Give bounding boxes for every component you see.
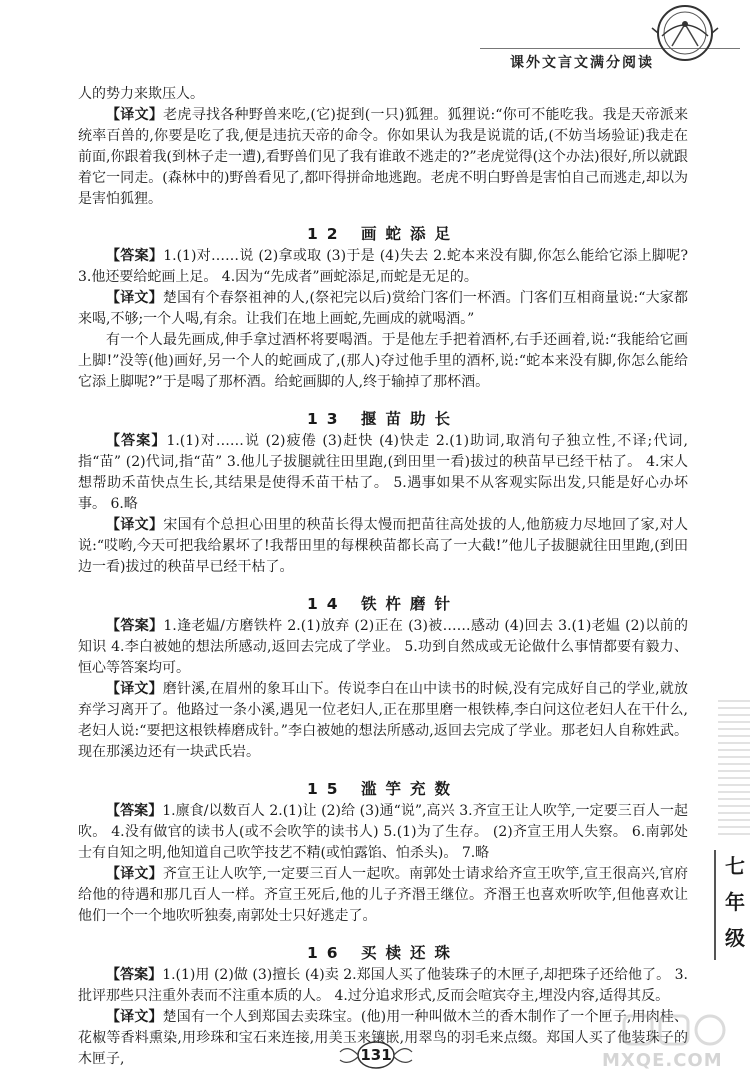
translation-text: 磨针溪,在眉州的象耳山下。传说李白在山中读书的时候,没有完成好自己的学业,就放弃学习离开了。他路过一条小溪,遇见一位老妇人,正在那里磨一根铁棒,李白问这位老妇人在干什么,老妇人说:“要把这根铁棒磨成针。”李白被她的想法所感动,返回去完成了学业。那老妇人自称姓武。现在那溪边还有一块武氏岩。 <box>78 681 688 760</box>
header-title: 课外文言文满分阅读 <box>510 55 654 71</box>
translation-tag: 【译文】 <box>106 1009 163 1025</box>
answer-tag: 【答案】 <box>106 248 164 264</box>
answer-paragraph-13 <box>78 431 688 515</box>
watermark <box>600 1010 750 1074</box>
grade-side-tab <box>714 700 750 960</box>
translation-text: 楚国有个春祭祖神的人,(祭祀完以后)赏给门客们一杯酒。门客们互相商量说:“大家都来喝,不够;一个人喝,有余。让我们在地上画蛇,先画成的就喝酒。” <box>78 290 689 327</box>
section-title-15: 15 滥竽充数 <box>307 780 459 798</box>
section-title-16: 16 买椟还珠 <box>307 944 459 962</box>
section-title-13: 13 揠苗助长 <box>307 410 459 428</box>
translation-tag: 【译文】 <box>106 866 163 882</box>
side-rule <box>714 850 716 960</box>
page-header <box>470 0 750 75</box>
translation-paragraph-14 <box>78 679 688 763</box>
answer-content <box>78 84 688 1070</box>
answer-text: 1.(1)用 (2)做 (3)擅长 (4)卖 2.郑国人买了他装珠子的木匣子,却把珠子还给他了。 3.批评那些只注重外表而不注重本质的人。 4.过分追求形式,反而会喧宾夺主,埋没内容,适得其反。 <box>78 967 688 1004</box>
translation-tag: 【译文】 <box>106 107 164 123</box>
translation-tag: 【译文】 <box>106 681 163 697</box>
answer-paragraph-15 <box>78 801 688 864</box>
section-title-12: 12 画蛇添足 <box>307 225 459 243</box>
translation-text: 宋国有个总担心田里的秧苗长得太慢而把苗往高处拔的人,他筋疲力尽地回了家,对人说:“哎哟,今天可把我给累坏了!我帮田里的每棵秧苗都长高了一大截!”他儿子拔腿就往田里跑,(到田边一看)拔过的秧苗早已经干枯了。 <box>78 517 688 575</box>
translation-text: 齐宣王让人吹竽,一定要三百人一起吹。南郭处士请求给齐宣王吹竽,宣王很高兴,官府给他的待遇和那几百人一样。齐宣王死后,他的儿子齐湣王继位。齐湣王也喜欢听吹竽,但他喜欢让他们一个一个地吹听独奏,南郭处士只好逃走了。 <box>78 866 688 924</box>
series-logo-icon <box>648 2 722 64</box>
page-number <box>336 1040 416 1070</box>
answer-tag: 【答案】 <box>106 433 167 449</box>
translation-tag: 【译文】 <box>106 290 163 306</box>
side-tab-char: 级 <box>725 926 745 950</box>
watermark-text: MXQE.COM <box>602 1050 723 1071</box>
translation-paragraph-12 <box>78 288 688 330</box>
answer-tag: 【答案】 <box>106 618 164 634</box>
continued-text: 人的势力来欺压人。 <box>78 86 204 102</box>
answer-tag: 【答案】 <box>106 803 163 819</box>
watermark-logo-icon <box>620 1010 730 1050</box>
page-number-text: 131 <box>360 1046 392 1064</box>
side-tab-char: 七 <box>725 854 745 878</box>
answer-text: 1.(1)对……说 (2)疲倦 (3)赶快 (4)快走 2.(1)助词,取消句子独立性,不译;代词,指“苗” (2)代词,指“苗” 3.他儿子拔腿就往田里跑,(到田里一看)拔过的秧苗早已经干枯了。 4.宋人想帮助禾苗快点生长,其结果是使得禾苗干枯了。 5.遇事如果不从客观实际出发,只能是好心办坏事。 6.略 <box>78 433 688 512</box>
side-decoration <box>718 700 750 840</box>
translation-tag: 【译文】 <box>106 517 164 533</box>
translation-paragraph-12b: 有一个人最先画成,伸手拿过酒杯将要喝酒。于是他左手把着酒杯,右手还画着,说:“我能给它画上脚!”没等(他)画好,另一个人的蛇画成了,(那人)夺过他手里的酒杯,说:“蛇本来没有脚,你怎么能给它添上脚呢?”于是喝了那杯酒。给蛇画脚的人,终于输掉了那杯酒。 <box>78 332 688 390</box>
answer-paragraph-16 <box>78 965 688 1007</box>
translation-paragraph-15 <box>78 864 688 927</box>
translation-text: 楚国有一个人到郑国去卖珠宝。(他)用一种叫做木兰的香木制作了一个匣子,用肉桂、花椒等香料熏染,用珍珠和宝石来连接,用美玉来镶嵌,用翠鸟的羽毛来点缀。郑国人买了他装珠子的木匣子, <box>78 1009 689 1067</box>
side-tab-char: 年 <box>725 890 745 914</box>
answer-paragraph-12 <box>78 246 688 288</box>
translation-paragraph <box>78 105 688 210</box>
translation-paragraph-13 <box>78 515 688 578</box>
answer-tag: 【答案】 <box>106 967 163 983</box>
section-title-14: 14 铁杵磨针 <box>307 595 459 613</box>
answer-text: 1.逢老媪/方磨铁杵 2.(1)放弃 (2)正在 (3)被……感动 (4)回去 3.(1)老媪 (2)以前的知识 4.李白被她的想法所感动,返回去完成了学业。 5.功到自然成或无论做什么事情都要有毅力、恒心等答案均可。 <box>78 618 688 676</box>
answer-paragraph-14 <box>78 616 688 679</box>
answer-text: 1.(1)对……说 (2)拿或取 (3)于是 (4)失去 2.蛇本来没有脚,你怎么能给它添上脚呢? 3.他还要给蛇画上足。 4.因为“先成者”画蛇添足,而蛇是无足的。 <box>78 248 689 285</box>
answer-text: 1.廪食/以数百人 2.(1)让 (2)给 (3)通“说”,高兴 3.齐宣王让人吹竽,一定要三百人一起吹。 4.没有做官的读书人(或不会吹竽的读书人) 5.(1)为了生存。 (2)齐宣王用人失察。 6.南郭处士有自知之明,他知道自己吹竽技艺不精(或怕露馅、怕杀头)。 7.略 <box>78 803 689 861</box>
translation-text: 老虎寻找各种野兽来吃,(它)捉到(一只)狐狸。狐狸说:“你可不能吃我。我是天帝派来统率百兽的,你要是吃了我,便是违抗天帝的命令。你如果认为我是说谎的话,(不妨当场验证)我走在前面,你跟着我(到林子走一遭),看野兽们见了我有谁敢不逃走的?”老虎觉得(这个办法)很好,所以就跟着它一同走。(森林中的)野兽看见了,都吓得拼命地逃跑。老虎不明白野兽是害怕自己而逃走,却以为是害怕狐狸。 <box>78 107 689 207</box>
